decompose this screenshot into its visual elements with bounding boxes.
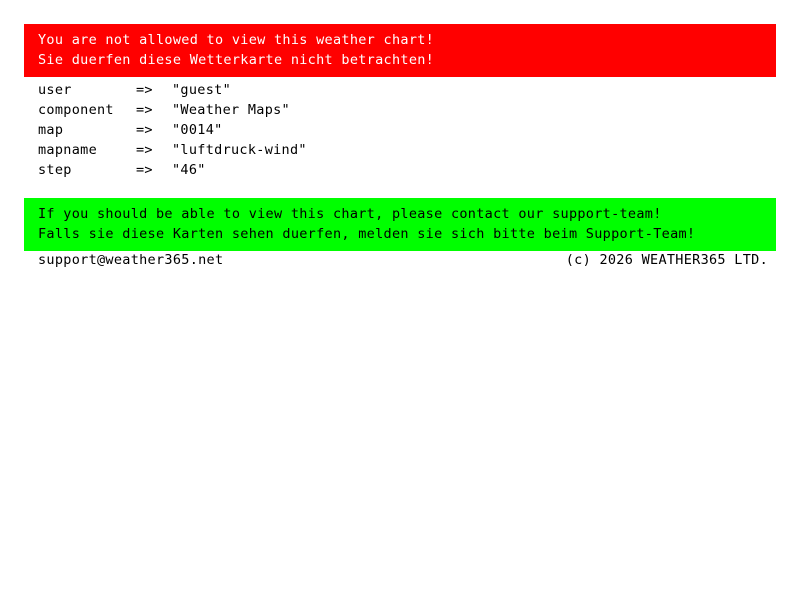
copyright-text: (c) 2026 WEATHER365 LTD. xyxy=(565,252,768,268)
detail-row-step xyxy=(38,160,738,180)
request-details-list xyxy=(38,80,738,180)
support-message-de: Falls sie diese Karten sehen duerfen, melden sie sich bitte beim Support-Team! xyxy=(38,226,696,242)
detail-value: "luftdruck-wind" xyxy=(172,142,307,158)
detail-key: step xyxy=(38,162,72,178)
detail-row-map xyxy=(38,120,738,140)
error-message-de: Sie duerfen diese Wetterkarte nicht betrachten! xyxy=(38,52,435,68)
error-message-en: You are not allowed to view this weather chart! xyxy=(38,32,435,48)
detail-arrow: => xyxy=(136,142,153,158)
detail-row-user xyxy=(38,80,738,100)
detail-arrow: => xyxy=(136,122,153,138)
page-footer xyxy=(38,250,768,270)
detail-value: "Weather Maps" xyxy=(172,102,290,118)
detail-row-component xyxy=(38,100,738,120)
support-banner xyxy=(24,198,776,251)
detail-arrow: => xyxy=(136,162,153,178)
detail-key: map xyxy=(38,122,64,138)
detail-value: "guest" xyxy=(172,82,231,98)
detail-key: component xyxy=(38,102,114,118)
detail-arrow: => xyxy=(136,102,153,118)
error-banner xyxy=(24,24,776,77)
detail-value: "0014" xyxy=(172,122,223,138)
detail-value: "46" xyxy=(172,162,206,178)
detail-row-mapname xyxy=(38,140,738,160)
detail-key: user xyxy=(38,82,72,98)
detail-key: mapname xyxy=(38,142,97,158)
support-message-en: If you should be able to view this chart, please contact our support-team! xyxy=(38,206,662,222)
detail-arrow: => xyxy=(136,82,153,98)
support-email-link[interactable]: support@weather365.net xyxy=(38,252,224,268)
